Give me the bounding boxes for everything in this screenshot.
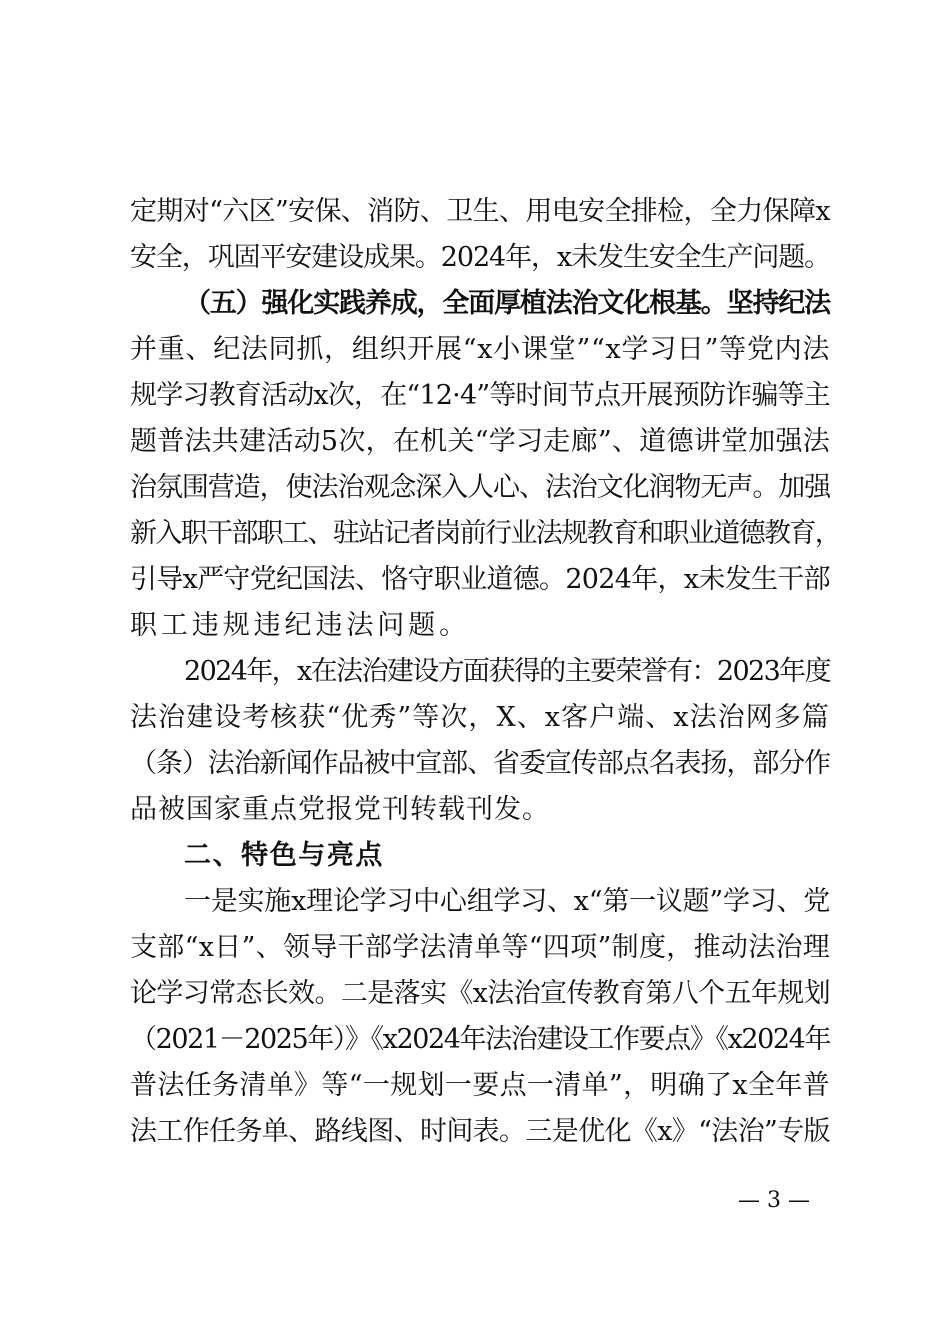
body-text-line: 安全，巩固平安建设成果。2024年，x未发生安全生产问题。 <box>130 242 831 273</box>
body-text-line: 法工作任务单、路线图、时间表。三是优化《x》“法治”专版 <box>130 1116 830 1147</box>
body-text-line: 规学习教育活动x次，在“12·4”等时间节点开展预防诈骗等主 <box>130 380 830 411</box>
body-text-line: 法治建设考核获“优秀”等次，X、x客户端、x法治网多篇 <box>130 702 830 733</box>
body-text-line: （2021－2025年）》《x2024年法治建设工作要点》《x2024年 <box>130 1024 831 1055</box>
body-text-line: 新入职干部职工、驻站记者岗前行业法规教育和职业道德教育， <box>130 518 841 549</box>
body-text-line: 定期对“六区”安保、消防、卫生、用电安全排检，全力保障x <box>130 196 830 227</box>
body-text-line: 引导x严守党纪国法、恪守职业道德。2024年，x未发生干部 <box>130 564 830 595</box>
body-text-line: 职工违规违纪违法问题。 <box>130 610 471 641</box>
body-text-line: 支部“x日”、领导干部学法清单等“四项”制度，推动法治理 <box>130 932 831 963</box>
body-text-line: 2024年，x在法治建设方面获得的主要荣誉有：2023年度 <box>184 656 830 687</box>
body-text-line: 题普法共建活动5次，在机关“学习走廊”、道德讲堂加强法 <box>130 426 831 457</box>
body-text-line: 论学习常态长效。二是落实《x法治宣传教育第八个五年规划 <box>130 978 830 1009</box>
section-heading-5: （五）强化实践养成，全面厚植法治文化根基。坚持纪法 <box>184 288 830 319</box>
section-heading-2: 二、特色与亮点 <box>184 840 384 871</box>
body-text-line: 一是实施x理论学习中心组学习、x“第一议题”学习、党 <box>184 886 831 917</box>
body-text-line: 普法任务清单》等“一规划一要点一清单”，明确了x全年普 <box>130 1070 831 1101</box>
body-text-line: 治氛围营造，使法治观念深入人心、法治文化润物无声。加强 <box>130 472 831 503</box>
body-text-line: 品被国家重点党报党刊转载刊发。 <box>130 794 550 825</box>
body-text-line: 并重、纪法同抓，组织开展“x小课堂”“x学习日”等党内法 <box>130 334 831 365</box>
page-number: — 3 — <box>738 1188 810 1213</box>
body-text-line: （条）法治新闻作品被中宣部、省委宣传部点名表扬，部分作 <box>130 748 831 779</box>
